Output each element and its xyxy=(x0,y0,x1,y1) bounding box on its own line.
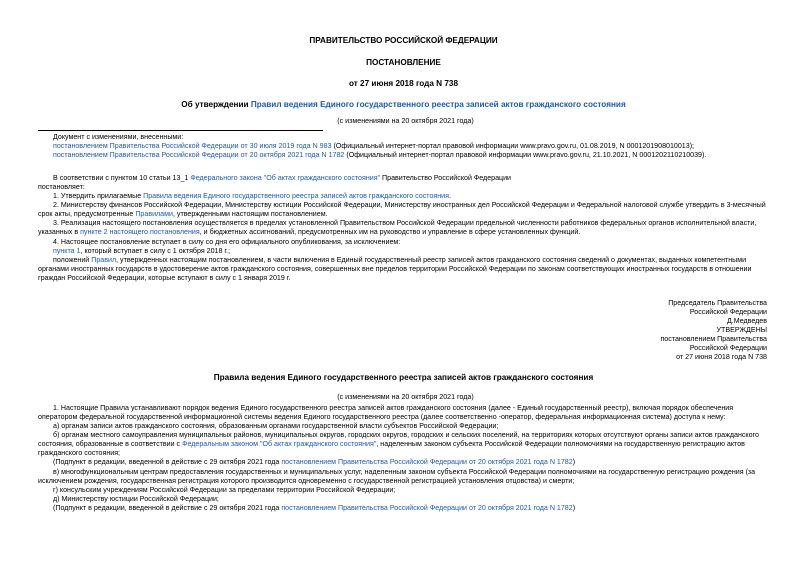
rules-title: Правила ведения Единого государственного реестра записей актов гражданского состояния xyxy=(213,373,594,382)
amendment-link[interactable]: постановлением Правительства Российской Федерации от 20 октября 2021 года N 1782 xyxy=(53,151,345,160)
rules-link[interactable]: Правилами xyxy=(135,210,173,219)
preamble: В соответствии с пунктом 10 статьи 13_1 Федерального закона "Об актах гражданского состояния" Правительство Российской Федерации xyxy=(53,174,512,182)
resolution-body xyxy=(38,174,773,283)
amendment-link[interactable]: постановлением Правительства Российской Федерации от 20 октября 2021 года N 1782 xyxy=(281,458,573,467)
title-rules-link[interactable]: Правил ведения Единого государственного реестра записей актов гражданского состояния xyxy=(250,100,626,109)
divider-line xyxy=(38,130,323,131)
approved-label: УТВЕРЖДЕНЫ xyxy=(716,326,767,335)
clause-1: 1. Утвердить прилагаемые Правила ведения Единого государственного реестра записей актов гражданского состояния. xyxy=(53,192,451,201)
decides-text: постановляет: xyxy=(38,183,85,192)
rule-1: 1. Настоящие Правила устанавливают порядок ведения Единого государственного реестра записей актов гражданского состояния (далее - Единый государственный реестр), включая порядок обеспечения оператором федеральной государственной информационной системы ведения Единого государственного реестра (далее соответственно -оператор, федеральная информационная система) доступа к нему: xyxy=(38,404,734,422)
rule-1-v: в) многофункциональным центрам предоставления государственных и муниципальных услуг, наделенным законом субъекта Российской Федерации полномочиями на государственную регистрацию рождения (за исключением рождения, государственная регистрация которого производится одновременно с государственной регистрацией установления отцовства) и смерти; xyxy=(38,467,756,485)
signature-block xyxy=(517,299,767,363)
clause-3: 3. Реализация настоящего постановления осуществляется в пределах установленной Правительством Российской Федерации предельной численности работников федеральных органов исполнительной власти, указанных в пункте 2 настоящего постановления, и бюджетных ассигнований, предусмотренных им на руководство и управление в сфере установленных функций. xyxy=(38,219,757,237)
document-title xyxy=(0,100,807,111)
clause-4: 4. Настоящее постановление вступает в силу со дня его официального опубликования, за исключением: xyxy=(53,237,401,246)
rules-link[interactable]: Правила ведения Единого государственного реестра записей актов гражданского состояния xyxy=(143,192,449,201)
changes-note: (с изменениями на 20 октября 2021 года) xyxy=(337,117,474,125)
title-prefix: Об утверждении xyxy=(181,100,251,109)
rules-changes-note: (с изменениями на 20 октября 2021 года) xyxy=(337,393,474,401)
edit-note: (Подпункт в редакции, введенной в действие с 29 октября 2021 года постановлением Правительства Российской Федерации от 20 октября 2021 года N 1782) xyxy=(53,458,576,467)
clause-1-link[interactable]: пункта 1 xyxy=(53,246,81,255)
clause-2: 2. Министерству финансов Российской Федерации, Министерству юстиции Российской Федерации, Министерству иностранных дел Российской Федерации и Федеральной налоговой службе утвердить в 3-месячный срок акты, предусмотренные Правилами, утвержденными настоящим постановлением. xyxy=(38,201,766,219)
rules-link[interactable]: Правил xyxy=(91,255,117,264)
document-type: ПОСТАНОВЛЕНИЕ xyxy=(366,58,441,67)
rule-1-b: б) органам местного самоуправления муниципальных районов, муниципальных округов, городских округов, городских и сельских поселений, на территориях которых отсутствуют органы записи актов гражданского состояния, образованные в соответствии с Федеральным законом "Об актах гражданского состояния", наделенным законом субъекта Российской Федерации полномочиями на государственную регистрацию актов гражданского состояния; xyxy=(38,431,759,458)
federal-law-link[interactable]: Федеральным законом "Об актах гражданского состояния" xyxy=(182,440,377,449)
clause-2-link[interactable]: пункте 2 настоящего постановления xyxy=(80,228,200,237)
amendment-link[interactable]: постановлением Правительства Российской Федерации от 20 октября 2021 года N 1782 xyxy=(281,503,573,512)
rule-1-a: а) органам записи актов гражданского состояния, образованным органами государственной власти субъектов Российской Федерации; xyxy=(53,422,499,431)
government-heading: ПРАВИТЕЛЬСТВО РОССИЙСКОЙ ФЕДЕРАЦИИ xyxy=(309,36,498,45)
signer-name: Д.Медведев xyxy=(726,317,767,326)
rules-body xyxy=(38,404,773,513)
approved-date: от 27 июня 2018 года N 738 xyxy=(676,353,767,362)
clause-4-item-1: пункта 1, который вступает в силу с 1 октября 2018 г.; xyxy=(53,246,231,255)
rule-1-g: г) консульским учреждениям Российской Федерации за пределами территории Российской Федерации; xyxy=(53,485,396,494)
signer-org: Российской Федерации xyxy=(689,308,767,317)
approved-by: постановлением Правительства xyxy=(660,335,767,344)
amendment-item: постановлением Правительства Российской Федерации от 20 октября 2021 года N 1782 (Официальный интернет-портал правовой информации www.pravo.gov.ru, 21.10.2021, N 0001202110210039). xyxy=(53,151,707,160)
approved-org: Российской Федерации xyxy=(689,344,767,353)
signer-position: Председатель Правительства xyxy=(668,299,767,307)
edit-note: (Подпункт в редакции, введенной в действие с 29 октября 2021 года постановлением Правительства Российской Федерации от 20 октября 2021 года N 1782) xyxy=(53,503,576,512)
federal-law-link[interactable]: Федерального закона "Об актах гражданского состояния" xyxy=(190,174,381,182)
amendments-block xyxy=(38,133,773,160)
document-date-number: от 27 июня 2018 года N 738 xyxy=(348,79,459,88)
rule-1-d: д) Министерству юстиции Российской Федерации; xyxy=(53,494,219,503)
amendment-link[interactable]: постановлением Правительства Российской Федерации от 30 июля 2019 года N 983 xyxy=(53,142,332,151)
amendments-intro: Документ с изменениями, внесенными: xyxy=(53,133,184,141)
amendment-item: постановлением Правительства Российской Федерации от 30 июля 2019 года N 983 (Официальный интернет-портал правовой информации www.pravo.gov.ru, 01.08.2019, N 0001201908010013); xyxy=(53,142,695,151)
clause-4-item-2: положений Правил, утвержденных настоящим постановлением, в части включения в Единый государственный реестр записей актов гражданского состояния сведений о документах, выданных компетентными органами иностранных государств в удостоверение актов гражданского состояния, совершенных вне пределов территории Российской Федерации по законам соответствующих иностранных государств в отношении граждан Российской Федерации, которые вступают в силу с 1 января 2019 г. xyxy=(38,255,752,282)
